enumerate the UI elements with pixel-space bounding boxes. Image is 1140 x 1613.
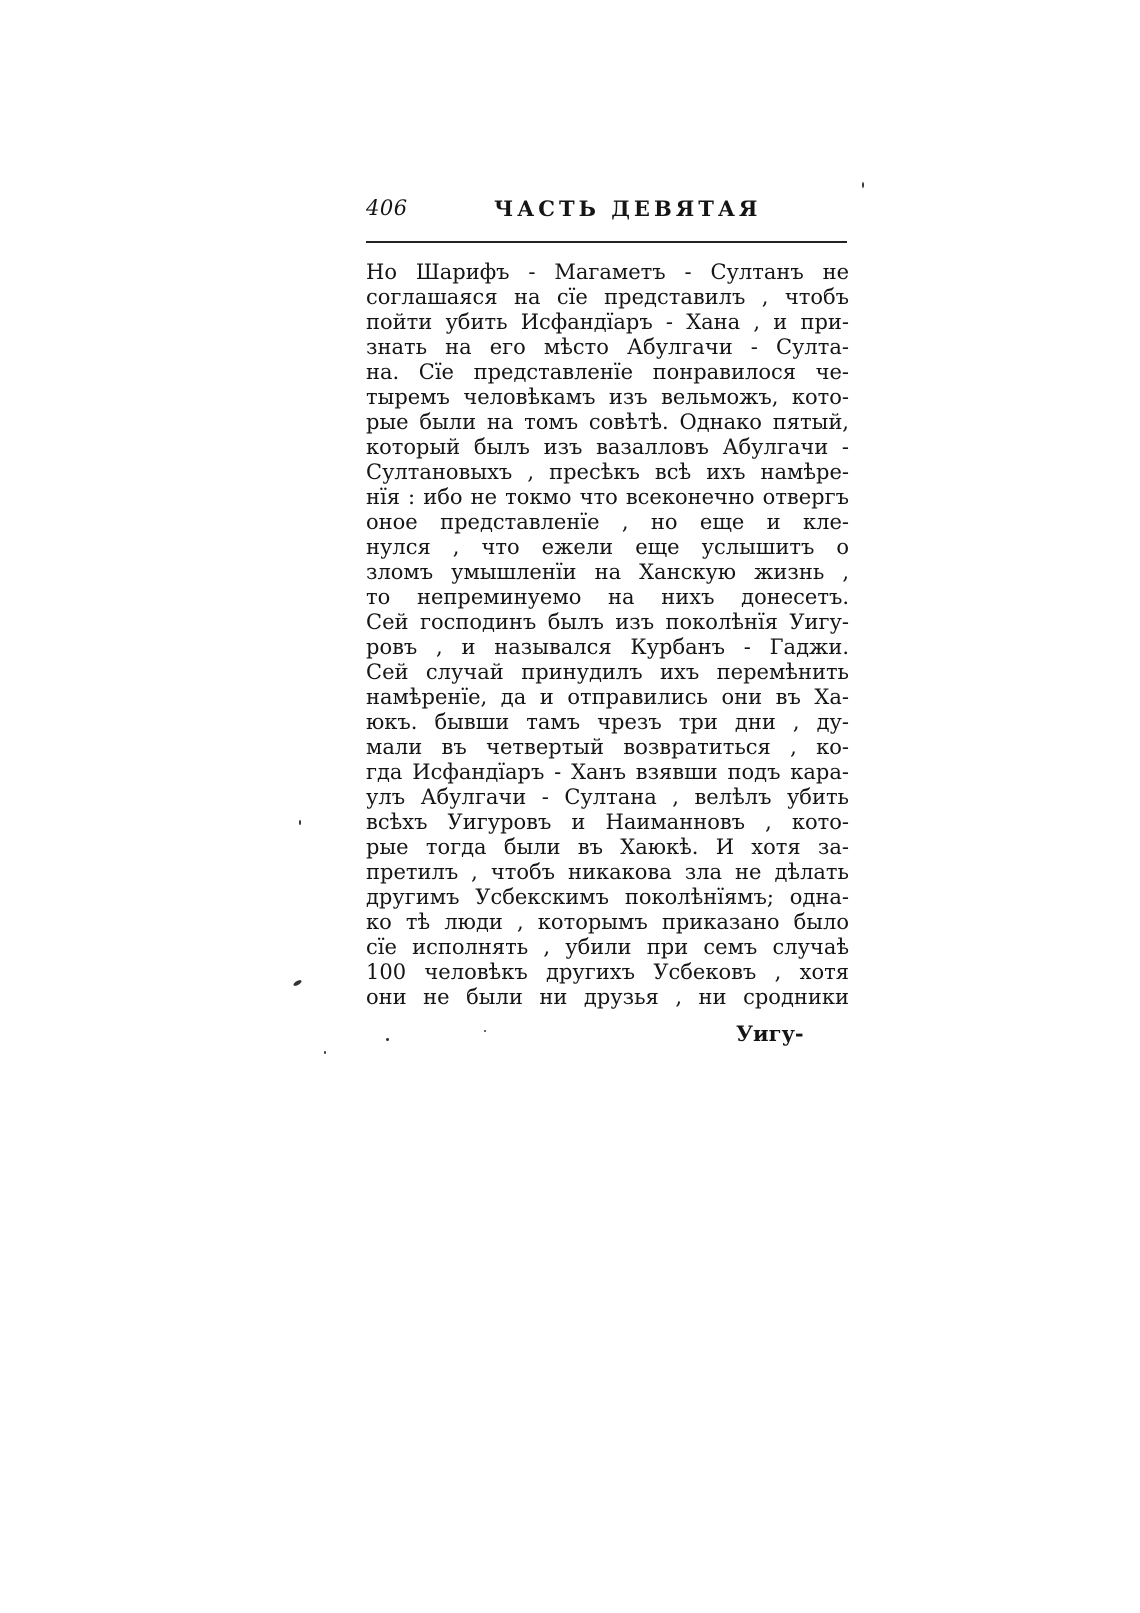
text-line: который былъ изъ вазалловъ Абулгачи -: [366, 435, 849, 459]
text-line: Но Шарифъ - Магаметъ - Султанъ не: [366, 260, 849, 284]
text-line: Султановыхъ , пресѣкъ всѣ ихъ намѣре-: [366, 460, 849, 484]
header-rule: [366, 241, 847, 243]
text-line: соглашаяся на сїе представилъ , чтобъ: [366, 285, 849, 309]
text-line: улъ Абулгачи - Султана , велѣлъ убить: [366, 785, 849, 809]
text-line: другимъ Усбекскимъ поколѣнїямъ; одна-: [366, 885, 849, 909]
text-line: рые были на томъ совѣтѣ. Однако пятый,: [366, 410, 849, 434]
scan-speck: [484, 1030, 486, 1032]
scan-speck: [299, 820, 301, 825]
text-line: гда Исфандїаръ - Ханъ взявши подъ кара-: [366, 760, 849, 784]
text-line: ровъ , и назывался Курбанъ - Гаджи.: [366, 635, 849, 659]
scan-speck: [862, 182, 864, 188]
scan-speck: [293, 979, 303, 987]
text-line: нулся , что ежели еще услышитъ о: [366, 535, 849, 559]
text-line: на. Сїе представленїе понравилося че-: [366, 360, 849, 384]
text-line: они не были ни друзья , ни сродники: [366, 985, 849, 1009]
text-line: нїя : ибо не токмо что всеконечно отвергъ: [366, 485, 849, 509]
running-title: ЧАСТЬ ДЕВЯТАЯ: [494, 196, 762, 221]
text-line: юкъ. бывши тамъ чрезъ три дни , ду-: [366, 710, 849, 734]
page-number: 406: [366, 196, 408, 220]
text-line: претилъ , чтобъ никакова зла не дѣлать: [366, 860, 849, 884]
text-line: всѣхъ Уигуровъ и Наиманновъ , кото-: [366, 810, 849, 834]
text-line: Сей господинъ былъ изъ поколѣнїя Уигу-: [366, 610, 849, 634]
text-line: оное представленїе , но еще и кле-: [366, 510, 849, 534]
text-line: рые тогда были въ Хаюкѣ. И хотя за-: [366, 835, 849, 859]
text-line: знать на его мѣсто Абулгачи - Султа-: [366, 335, 849, 359]
scan-speck: [386, 1038, 389, 1041]
text-line: Сей случай принудилъ ихъ перемѣнить: [366, 660, 849, 684]
text-line: то непреминуемо на нихъ донесетъ.: [366, 585, 849, 609]
catchword: Уигу-: [736, 1021, 804, 1046]
text-line: зломъ умышленїи на Ханскую жизнь ,: [366, 560, 849, 584]
text-line: сїе исполнять , убили при семъ случаѣ: [366, 935, 849, 959]
page-header: [366, 196, 846, 226]
scan-speck: [324, 1051, 326, 1054]
text-line: намѣренїе, да и отправились они въ Ха-: [366, 685, 849, 709]
text-line: пойти убить Исфандїаръ - Хана , и при-: [366, 310, 849, 334]
text-line: 100 человѣкъ другихъ Усбековъ , хотя: [366, 960, 849, 984]
text-line: мали въ четвертый возвратиться , ко-: [366, 735, 849, 759]
text-line: тыремъ человѣкамъ изъ вельможъ, кото-: [366, 385, 849, 409]
body-text: [366, 260, 849, 1010]
text-line: ко тѣ люди , которымъ приказано было: [366, 910, 849, 934]
